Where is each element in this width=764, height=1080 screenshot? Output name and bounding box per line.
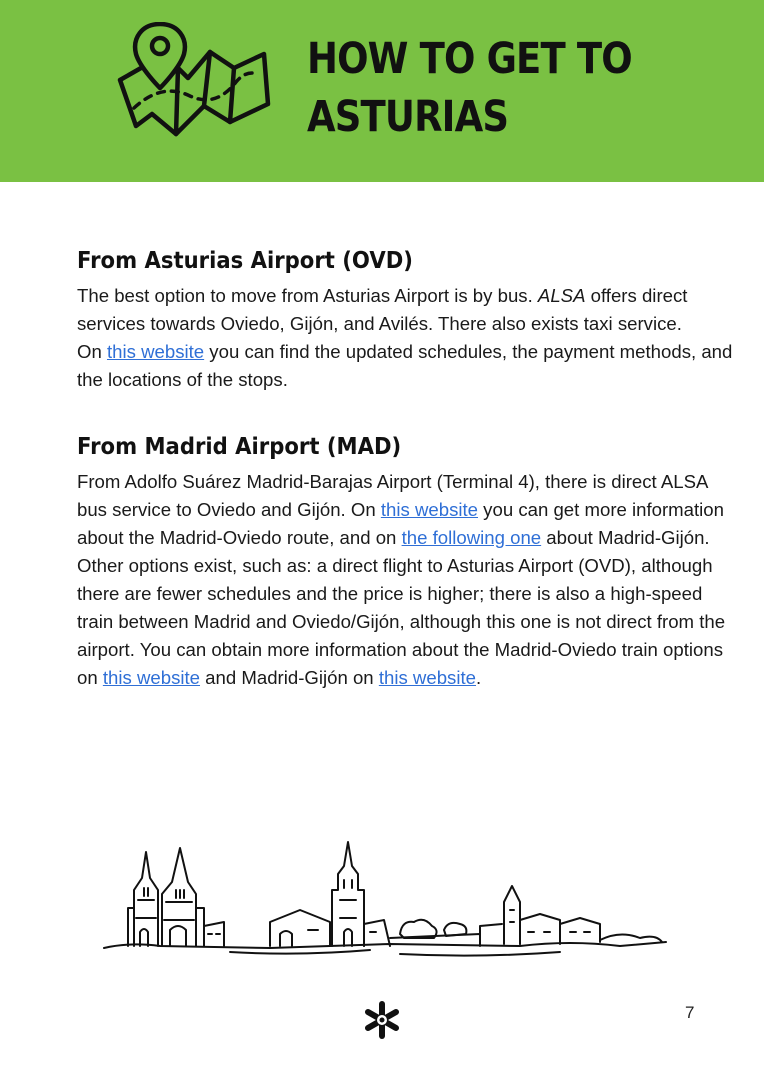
text-run: On xyxy=(77,341,107,362)
page-number: 7 xyxy=(685,1003,695,1022)
madrid-gijon-bus-link[interactable]: the following one xyxy=(401,527,542,548)
paragraph-ovd-website xyxy=(77,338,737,394)
city-skyline-illustration xyxy=(100,838,672,962)
alsa-emphasis: ALSA xyxy=(537,285,586,306)
text-run: offers direct services towards Oviedo, Gijón, and Avilés. There also exists taxi service. xyxy=(77,285,688,334)
map-pin-icon xyxy=(112,22,272,152)
text-run: you can find the updated schedules, the payment methods, and the locations of the stops. xyxy=(77,341,733,390)
main-content xyxy=(77,246,737,692)
madrid-oviedo-bus-link[interactable]: this website xyxy=(380,499,479,520)
text-run: The best option to move from Asturias Airport is by bus. xyxy=(77,285,538,306)
header-band xyxy=(0,0,764,182)
paragraph-mad-other-options xyxy=(77,552,737,692)
madrid-oviedo-train-link[interactable]: this website xyxy=(102,667,201,688)
text-run: and Madrid-Gijón on xyxy=(200,667,379,688)
paragraph-mad-bus xyxy=(77,468,737,552)
text-run: about Madrid-Gijón. xyxy=(541,527,710,548)
paragraph-ovd-bus xyxy=(77,282,737,338)
text-run: . xyxy=(475,667,482,688)
ovd-website-link[interactable]: this website xyxy=(106,341,205,362)
section-heading-mad: From Madrid Airport (MAD) xyxy=(77,434,402,460)
text-run: you can get more information about the Madrid-Oviedo route, and on xyxy=(77,499,724,548)
asterisk-icon xyxy=(362,1000,402,1040)
text-run: From Adolfo Suárez Madrid-Barajas Airport (Terminal 4), there is direct ALSA bus service to Oviedo and Gijón. On xyxy=(77,471,708,520)
section-heading-ovd: From Asturias Airport (OVD) xyxy=(77,248,413,274)
page-title: HOW TO GET TO ASTURIAS xyxy=(307,34,632,142)
text-run: Other options exist, such as: a direct flight to Asturias Airport (OVD), although there are fewer schedules and the price is higher; there is also a high-speed train between Madrid and Oviedo/Gijón, although this one is not direct from the airport. You can obtain more information about the Madrid-Oviedo train options on xyxy=(77,555,726,688)
madrid-gijon-train-link[interactable]: this website xyxy=(378,667,476,688)
